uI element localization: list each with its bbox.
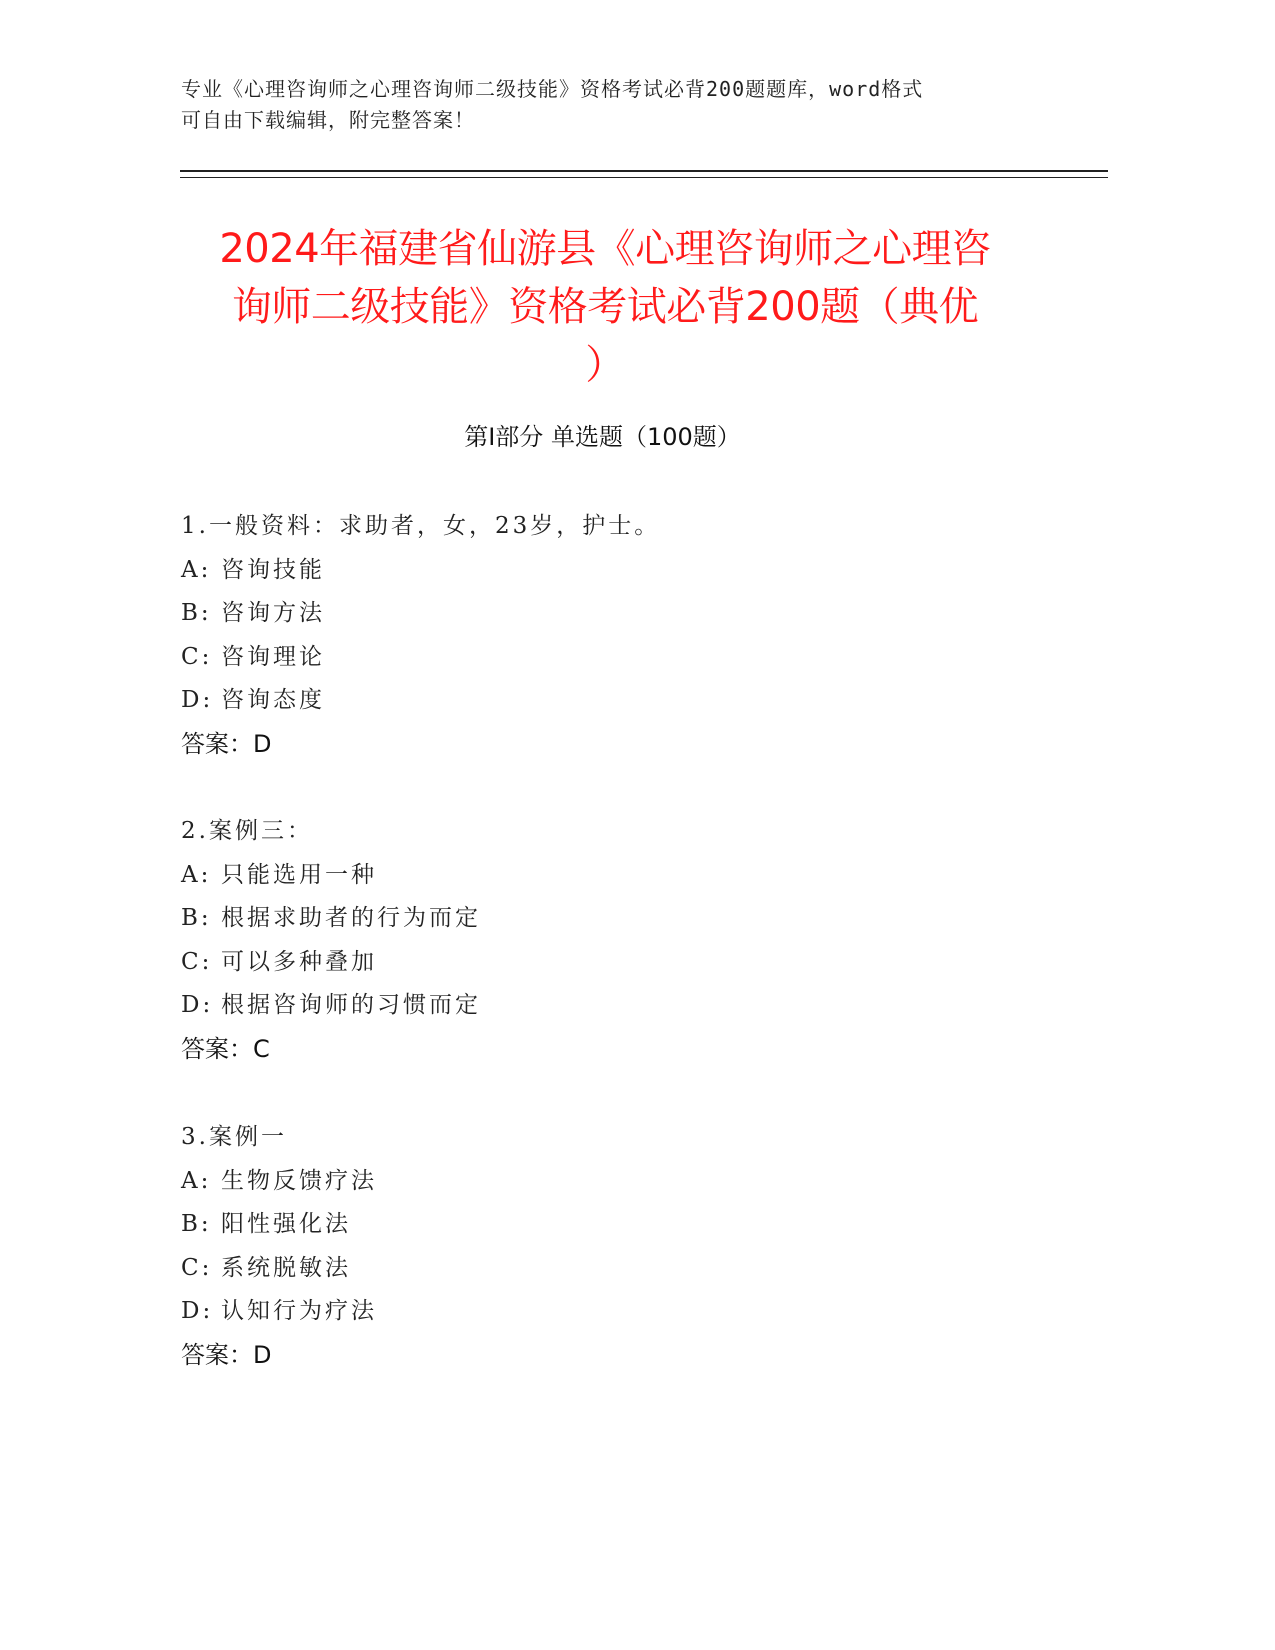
option-key: C:: [181, 1254, 213, 1281]
option-a: [181, 1161, 1081, 1205]
option-key: A:: [181, 861, 212, 888]
header-note-line-2: 可自由下载编辑，附完整答案！: [181, 108, 475, 132]
option-text: 生物反馈疗法: [221, 1167, 377, 1194]
option-key: B:: [181, 905, 212, 932]
option-a: [181, 550, 1081, 594]
option-key: D:: [181, 992, 214, 1019]
header-note: [181, 74, 1041, 136]
option-c: [181, 942, 1081, 986]
option-d: [181, 1291, 1081, 1335]
option-key: D:: [181, 687, 214, 714]
answer-line: 答案：D: [181, 729, 272, 758]
option-text: 咨询方法: [221, 600, 325, 627]
document-title: [180, 220, 1030, 394]
header-divider-thick: [180, 170, 1108, 172]
option-key: C:: [181, 643, 213, 670]
question-3: [181, 1117, 1081, 1379]
answer-line: 答案：C: [181, 1034, 270, 1063]
option-b: [181, 898, 1081, 942]
document-title-line-3: ）: [585, 342, 625, 388]
question-1: [181, 506, 1081, 768]
option-text: 咨询态度: [221, 687, 325, 714]
option-text: 咨询技能: [221, 556, 325, 583]
option-b: [181, 1204, 1081, 1248]
option-c: [181, 1248, 1081, 1292]
option-key: B:: [181, 1211, 212, 1238]
option-text: 只能选用一种: [221, 861, 377, 888]
document-title-line-2: 询师二级技能》资格考试必背200题（典优: [231, 284, 979, 330]
option-text: 根据求助者的行为而定: [221, 905, 481, 932]
option-text: 可以多种叠加: [221, 948, 377, 975]
option-b: [181, 593, 1081, 637]
option-key: A:: [181, 556, 212, 583]
question-stem: 3.案例一: [181, 1124, 287, 1150]
question-stem: 1.一般资料：求助者，女，23岁，护士。: [181, 513, 661, 539]
option-text: 认知行为疗法: [221, 1298, 377, 1325]
question-stem: 2.案例三：: [181, 818, 313, 844]
header-note-line-1: 专业《心理咨询师之心理咨询师二级技能》资格考试必背200题题库，word格式: [181, 77, 924, 101]
document-title-line-1: 2024年福建省仙游县《心理咨询师之心理咨: [219, 226, 991, 272]
option-key: B:: [181, 600, 212, 627]
answer-line: 答案：D: [181, 1340, 272, 1369]
option-a: [181, 855, 1081, 899]
section-heading: 第Ⅰ部分 单选题（100题）: [464, 423, 741, 451]
header-divider-thin: [180, 177, 1108, 178]
question-2: [181, 811, 1081, 1073]
option-d: [181, 680, 1081, 724]
option-c: [181, 637, 1081, 681]
option-text: 阳性强化法: [221, 1211, 351, 1238]
option-text: 根据咨询师的习惯而定: [221, 992, 481, 1019]
option-key: C:: [181, 948, 213, 975]
option-key: D:: [181, 1298, 214, 1325]
option-text: 系统脱敏法: [221, 1254, 351, 1281]
option-d: [181, 985, 1081, 1029]
option-key: A:: [181, 1167, 212, 1194]
option-text: 咨询理论: [221, 643, 325, 670]
